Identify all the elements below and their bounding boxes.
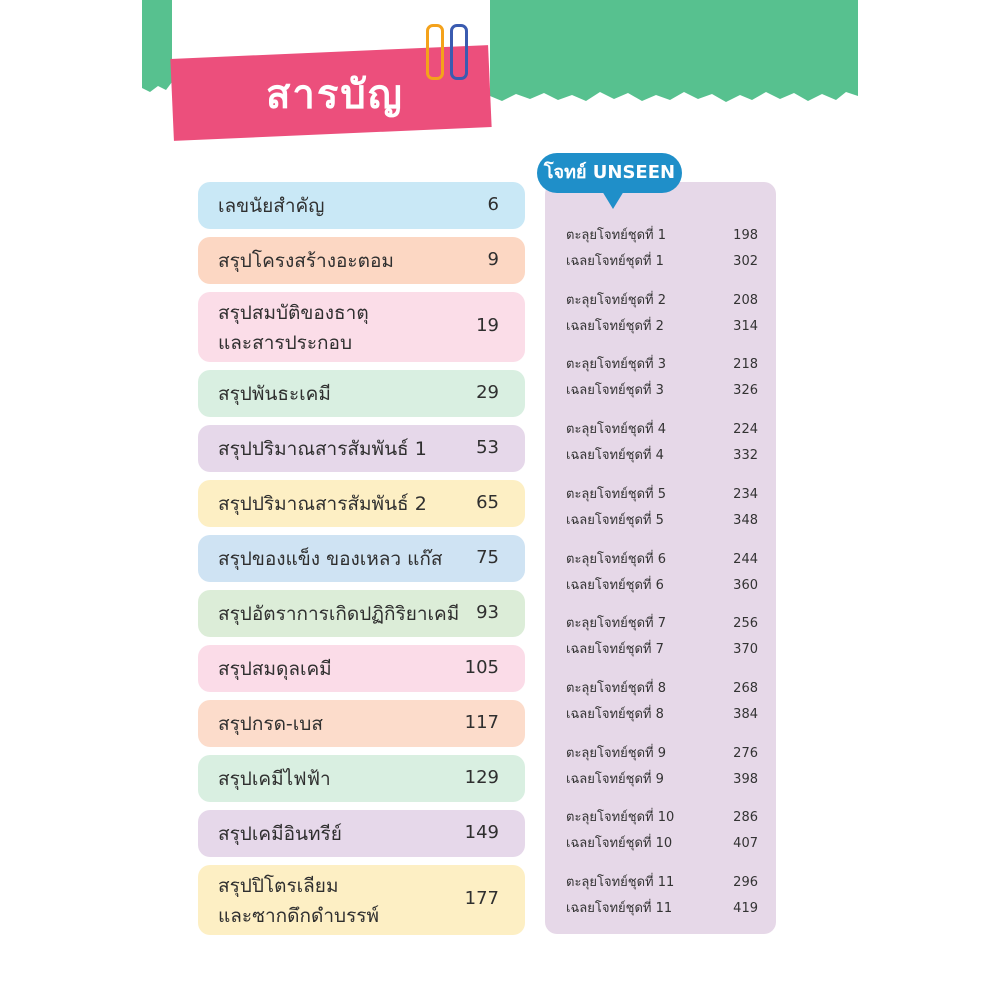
set-page: 384 [733,706,758,722]
contents-item-page: 29 [476,381,499,403]
set-page: 256 [733,616,758,632]
set-page: 348 [733,512,758,528]
contents-item-label: และสารประกอบ [218,332,353,354]
set-label: ตะลุยโจทย์ชุดที่ 10 [566,810,675,826]
set-page: 370 [733,642,758,658]
contents-item [198,292,525,362]
set-page: 296 [733,875,758,890]
contents-item-page: 19 [476,315,499,336]
contents-item [198,370,525,417]
set-label: เฉลยโจทย์ชุดที่ 8 [566,706,664,722]
contents-item-page: 149 [464,821,499,843]
answer-set-row [566,770,758,790]
answer-set-row [566,834,758,854]
set-label: ตะลุยโจทย์ชุดที่ 3 [566,357,667,373]
paperclip-blue-icon [450,24,468,80]
set-label: ตะลุยโจทย์ชุดที่ 4 [566,422,667,438]
contents-item-page: 6 [487,193,499,215]
practice-set-row [566,420,758,440]
contents-item-page: 9 [487,248,499,270]
set-label: ตะลุยโจทย์ชุดที่ 5 [566,486,667,502]
set-page: 314 [733,318,758,334]
practice-set-row [566,614,758,634]
green-banner [0,0,1000,140]
practice-set-row [566,550,758,570]
answer-set-row [566,576,758,596]
practice-set-row [566,808,758,828]
set-page: 268 [733,680,758,696]
contents-item [198,425,525,472]
contents-item-label: สรุปของแข็ง ของเหลว แก๊ส [218,548,443,570]
contents-item-label: และซากดึกดำบรรพ์ [218,905,380,927]
contents-item [198,810,525,857]
practice-set-row [566,355,758,375]
set-page: 244 [733,551,758,567]
practice-set-row [566,485,758,505]
contents-item-page: 177 [464,888,499,909]
set-page: 398 [733,771,758,787]
answer-set-row [566,899,758,919]
contents-item [198,535,525,582]
page-title: สารบัญ [266,72,404,118]
answer-set-row [566,317,758,337]
set-page: 419 [733,901,758,916]
contents-item-label: เลขนัยสำคัญ [218,195,325,217]
set-page: 360 [733,577,758,593]
contents-item-page: 93 [476,601,499,623]
contents-item [198,865,525,935]
contents-item-label: สรุปอัตราการเกิดปฏิกิริยาเคมี [218,603,460,625]
contents-item [198,755,525,802]
contents-item-label: สรุปเคมีอินทรีย์ [218,823,342,845]
set-label: เฉลยโจทย์ชุดที่ 10 [566,836,673,852]
practice-set-row [566,744,758,764]
contents-item-label: สรุปปริมาณสารสัมพันธ์ 2 [218,493,427,515]
contents-item-label: สรุปพันธะเคมี [218,383,331,405]
paperclip-orange-icon [426,24,444,80]
answer-set-row [566,381,758,401]
set-label: เฉลยโจทย์ชุดที่ 5 [566,512,664,528]
contents-item-label: สรุปเคมีไฟฟ้า [218,768,331,790]
set-page: 302 [733,254,758,269]
set-label: เฉลยโจทย์ชุดที่ 11 [566,901,673,916]
set-page: 218 [733,357,758,373]
set-page: 276 [733,745,758,761]
set-label: ตะลุยโจทย์ชุดที่ 2 [566,292,667,308]
answer-set-row [566,252,758,272]
set-page: 224 [733,422,758,438]
set-page: 332 [733,448,758,464]
set-label: เฉลยโจทย์ชุดที่ 1 [566,254,664,269]
set-label: ตะลุยโจทย์ชุดที่ 1 [566,228,667,243]
contents-item-label: สรุปสมบัติของธาตุ [218,302,369,324]
practice-set-row [566,291,758,311]
set-label: ตะลุยโจทย์ชุดที่ 7 [566,616,667,632]
answer-set-row [566,511,758,531]
set-page: 326 [733,383,758,399]
set-label: เฉลยโจทย์ชุดที่ 9 [566,771,664,787]
contents-item [198,480,525,527]
set-page: 208 [733,292,758,308]
contents-item-label: สรุปกรด-เบส [218,713,323,735]
set-label: เฉลยโจทย์ชุดที่ 6 [566,577,664,593]
contents-item [198,182,525,229]
contents-item-page: 65 [476,491,499,513]
contents-item [198,590,525,637]
answer-set-row [566,705,758,725]
contents-item-page: 105 [464,656,499,678]
set-page: 286 [733,810,758,826]
contents-item-label: สรุปปิโตรเลียม [218,875,339,897]
set-label: ตะลุยโจทย์ชุดที่ 6 [566,551,667,567]
practice-set-row [566,226,758,246]
set-label: ตะลุยโจทย์ชุดที่ 8 [566,680,667,696]
contents-item-label: สรุปโครงสร้างอะตอม [218,250,394,272]
contents-item-page: 53 [476,436,499,458]
contents-item-page: 75 [476,546,499,568]
set-page: 407 [733,836,758,852]
unseen-heading: โจทย์ UNSEEN [537,153,682,193]
contents-item-label: สรุปสมดุลเคมี [218,658,332,680]
contents-item [198,237,525,284]
contents-item [198,700,525,747]
contents-item-page: 117 [464,711,499,733]
speech-bubble-tail [602,191,624,209]
answer-set-row [566,446,758,466]
set-page: 198 [733,228,758,243]
contents-item-page: 129 [464,766,499,788]
set-label: เฉลยโจทย์ชุดที่ 3 [566,383,664,399]
set-page: 234 [733,486,758,502]
set-label: ตะลุยโจทย์ชุดที่ 11 [566,875,675,890]
practice-set-row [566,679,758,699]
answer-set-row [566,640,758,660]
contents-item-label: สรุปปริมาณสารสัมพันธ์ 1 [218,438,427,460]
set-label: เฉลยโจทย์ชุดที่ 2 [566,318,664,334]
set-label: ตะลุยโจทย์ชุดที่ 9 [566,745,667,761]
set-label: เฉลยโจทย์ชุดที่ 4 [566,448,664,464]
contents-item [198,645,525,692]
practice-set-row [566,873,758,893]
set-label: เฉลยโจทย์ชุดที่ 7 [566,642,664,658]
